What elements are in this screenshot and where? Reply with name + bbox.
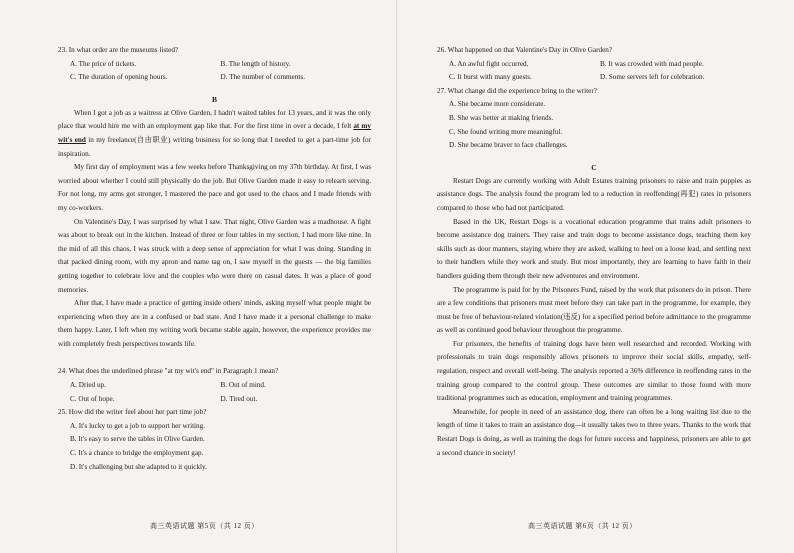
option-c: C. It burst with many guests. [449,73,532,82]
passage-b-paragraph-1 [58,107,371,161]
option-d: D. Tired out. [220,394,258,403]
options [58,58,371,85]
question-26 [437,44,751,85]
passage-c-paragraph-1: Restart Dogs are currently working with Adult Estates training prisoners to raise and train puppies as assistance dogs. The analysis found the program led to a reduction in reoffending(再犯) rates in prisoners compared to those who had not participated. [437,176,751,212]
passage-c-paragraph-2: Based in the UK, Restart Dogs is a vocational education programme that trains adult prisoners to become assistance dog trainers. They raise and train dogs to become assistance dogs, teaching them key skills such as door manners, staying where they are asked, walking to heel on a loose lead, and settling next to their handlers while they work and study. But most importantly, they are learning to have faith in their handlers guiding them through their new adventures and environment. [437,217,751,280]
passage-b-paragraph-2: My first day of employment was a few weeks before Thanksgiving on my 37th birthday. At first, I was worried about whether I could still physically do the job. But Olive Garden made it easy to relearn serving. For not long, my arms got stronger, I mastered the pace and got used to the chaos and I made friends with my co-workers. [58,163,371,212]
passage-c-paragraph-5: Meanwhile, for people in need of an assistance dog, there can often be a long waiting list due to the length of time it takes to train an assistance dog—it usually takes two to three years. Thanks to the work that Restart Dogs is doing, as well as training the dogs for future success and happiness, prisoners are able to get a second chance in society! [437,407,751,457]
passage-c-paragraph-4: For prisoners, the benefits of training dogs have been well researched and recorded. Working with professionals to train dogs responsibly allows prisoners to improve their social skills, empathy, self-regulation, respect and overall well-being. The analysis reported a 36% difference in reoffending rates in the training group compared to the control group. These outcomes are similar to those found with more traditional programmes such as education, employment and training programmes. [437,339,751,403]
option-a: A. Dried up. [70,381,106,390]
passage-c-paragraph-3: The programme is paid for by the Prisoners Fund, raised by the work that prisoners do in prison. There are a few conditions that prisoners must meet before they can take part in the programme, for example, they must be free of behaviour-related violation(违反) for a specified period before admittance to the programme as well as continued good behaviour throughout the programme. [437,285,751,335]
question-stem: 25. How did the writer feel about her part time job? [58,408,207,417]
option-b: B. It's easy to serve the tables in Olive Garden. [70,435,205,444]
question-25 [58,406,371,474]
option-a: A. The price of tickets. [70,59,137,68]
option-a: A. She became more considerate. [449,100,546,109]
paragraph-text: in my freelance(自由职业) writing business for so long that I needed to get a part-time job for inspiration. [58,135,371,158]
option-d: D. It's challenging but she adapted to it quickly. [70,462,207,471]
option-c: C. She found writing more meaningful. [449,127,563,136]
option-b: B. Out of mind. [220,381,266,390]
question-24 [58,365,371,406]
passage-b-paragraph-3: On Valentine's Day, I was surprised by what I saw. That night, Olive Garden was a madhouse. A fight was about to break out in the kitchen. Instead of three or four tables in my section, I had more like nine. In the mid of all this chaos, I was struck with a deep sense of appreciation for what I was doing. Standing in that packed dining room, with my apron and name tag on, I saw myself in the guests — the big families getting together to celebrate love and the couples who were there on casual dates. It was a place of good memories. [58,217,371,294]
option-b: B. The length of history. [220,59,291,68]
options [437,98,751,152]
option-a: A. An awful fight occurred. [449,59,529,68]
paragraph-text: When I got a job as a waitress at Olive Garden, I hadn't waited tables for 13 years, and it was the only place that would hire me with an employment gap like that. For the first time in over a decade, I felt [58,108,371,131]
option-c: C. It's a chance to bridge the employment gap. [70,449,204,458]
question-stem: 24. What does the underlined phrase "at my wit's end" in Paragraph 1 mean? [58,367,279,376]
right-column [437,44,751,460]
question-stem: 23. In what order are the museums listed? [58,46,179,54]
option-c: C. Out of hope. [70,394,115,403]
option-c: C. The duration of opening hours. [70,73,168,82]
right-page [397,0,794,553]
option-d: D. She became braver to face challenges. [449,141,568,150]
option-d: D. The number of comments. [220,73,306,82]
underlined-phrase: at my wit's end [58,122,371,144]
page-footer: 高三英语试题 第5页（共 12 页） [150,522,259,530]
question-27 [437,85,751,153]
option-b: B. It was crowded with mad people. [600,59,704,68]
question-stem: 26. What happened on that Valentine's Day in Olive Garden? [437,46,613,54]
options [58,420,371,474]
option-b: B. She was better at making friends. [449,113,554,122]
question-23 [58,44,371,85]
left-column [58,44,371,474]
option-d: D. Some servers left for celebration. [600,73,705,82]
option-a: A. It's lucky to get a job to support her writing. [70,421,206,430]
section-heading-c: C [591,162,597,172]
section-heading-b: B [211,94,217,104]
passage-b-paragraph-4: After that, I have made a practice of getting inside others' minds, asking myself what people might be experiencing when they are in a confused or bad state. And I have made it a personal challenge to make them happy. Later, I left when my writing work became stable again, however, the experience provides me with completely fresh perspectives towards life. [58,299,371,348]
page-footer: 高三英语试题 第6页（共 12 页） [528,522,637,530]
question-stem: 27. What change did the experience bring to the writer? [437,86,597,95]
options [58,379,371,406]
options [437,58,751,85]
